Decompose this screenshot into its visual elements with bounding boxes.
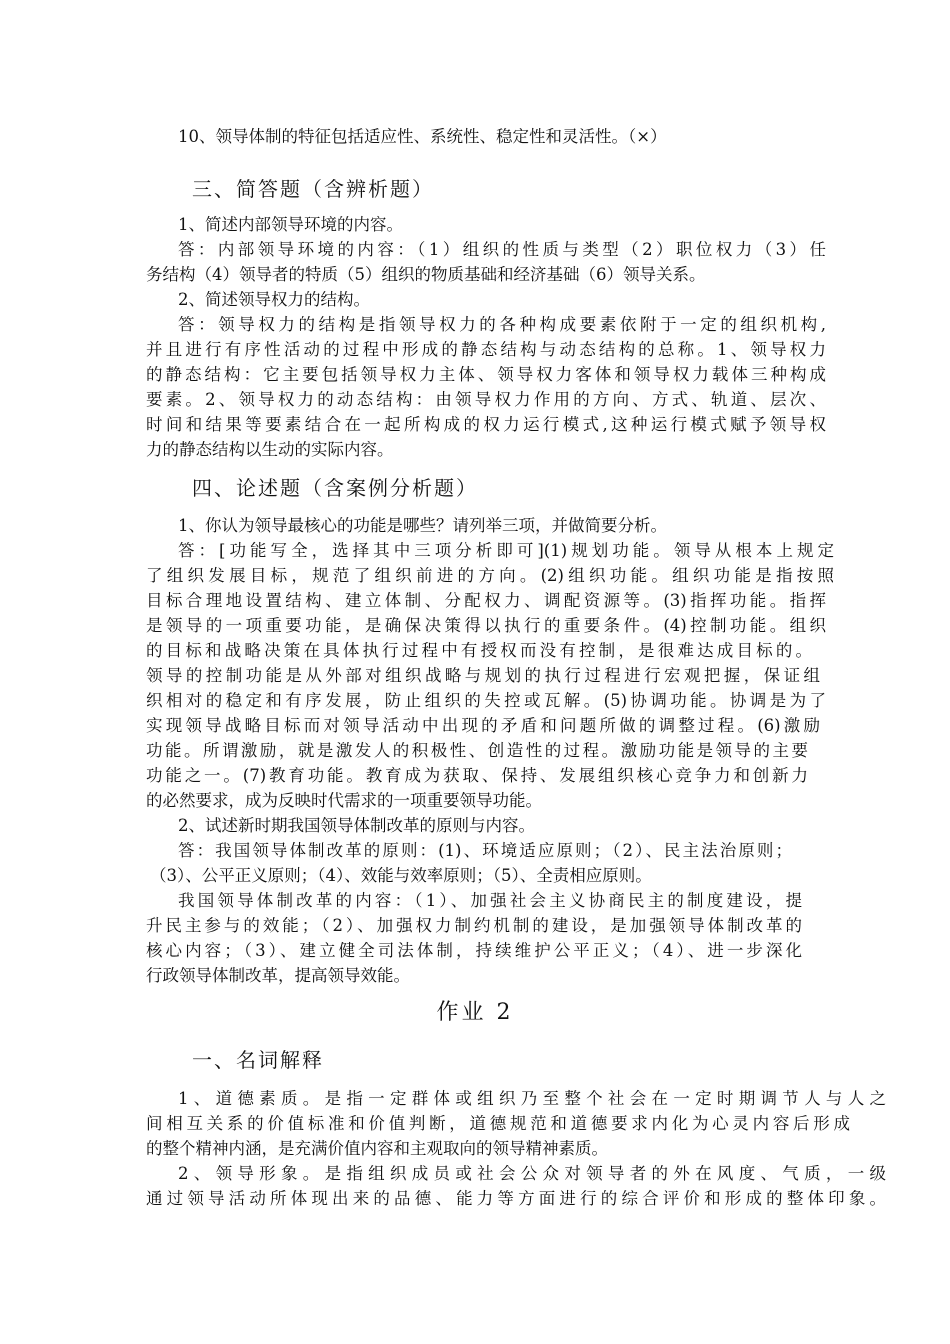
section-heading-essay: 四、论述题（含案例分析题） — [192, 476, 478, 500]
answer-line: 织相对的稳定和有序发展，防止组织的失控或瓦解。(5)协调功能。协调是为了 — [146, 691, 826, 710]
question-line: 1、简述内部领导环境的内容。 — [178, 215, 403, 234]
definition-line: 2、领导形象。是指组织成员或社会公众对领导者的外在风度、气质，一级 — [178, 1164, 886, 1183]
question-line: 2、试述新时期我国领导体制改革的原则与内容。 — [178, 816, 535, 835]
section-heading-terms: 一、名词解释 — [192, 1048, 324, 1072]
answer-line: 目标合理地设置结构、建立体制、分配权力、调配资源等。(3)指挥功能。指挥 — [146, 591, 826, 610]
definition-line: 间相互关系的价值标准和价值判断，道德规范和道德要求内化为心灵内容后形成 — [146, 1114, 850, 1133]
assignment-title: 作业 2 — [436, 1000, 514, 1025]
section-heading-short-answer: 三、简答题（含辨析题） — [192, 177, 434, 201]
answer-line: 答：内部领导环境的内容：（1）组织的性质与类型（2）职位权力（3）任 — [178, 240, 826, 259]
answer-line: 力的静态结构以生动的实际内容。 — [146, 440, 394, 459]
answer-line: 的目标和战略决策在具体执行过程中有授权而没有控制，是很难达成目标的。 — [146, 641, 812, 660]
answer-line: 要素。2、领导权力的动态结构：由领导权力作用的方向、方式、轨道、层次、 — [146, 390, 826, 409]
question-line: 2、简述领导权力的结构。 — [178, 290, 370, 309]
definition-line: 1、道德素质。是指一定群体或组织乃至整个社会在一定时期调节人与人之 — [178, 1089, 886, 1108]
answer-line: 务结构（4）领导者的特质（5）组织的物质基础和经济基础（6）领导关系。 — [146, 265, 706, 284]
answer-line: 并且进行有序性活动的过程中形成的静态结构与动态结构的总称。1、领导权力 — [146, 340, 826, 359]
answer-line: 的静态结构：它主要包括领导权力主体、领导权力客体和领导权力载体三种构成 — [146, 365, 826, 384]
question-line: 1、你认为领导最核心的功能是哪些？请列举三项，并做简要分析。 — [178, 516, 667, 535]
answer-line: 答：领导权力的结构是指领导权力的各种构成要素依附于一定的组织机构, — [178, 315, 826, 334]
answer-line: 功能之一。(7)教育功能。教育成为获取、保持、发展组织核心竞争力和创新力 — [146, 766, 808, 785]
answer-line: 实现领导战略目标而对领导活动中出现的矛盾和问题所做的调整过程。(6)激励 — [146, 716, 820, 735]
answer-line: 答：我国领导体制改革的原则：(1)、环境适应原则；（2）、民主法治原则； — [178, 841, 792, 860]
answer-line: 的必然要求，成为反映时代需求的一项重要领导功能。 — [146, 791, 542, 810]
answer-line-10: 10、领导体制的特征包括适应性、系统性、稳定性和灵活性。（×） — [178, 127, 667, 146]
answer-line: 核心内容；（3）、建立健全司法体制，持续维护公平正义；（4）、进一步深化 — [146, 941, 802, 960]
answer-line: 答：[功能写全，选择其中三项分析即可](1)规划功能。领导从根本上规定 — [178, 541, 834, 560]
answer-line: 领导的控制功能是从外部对组织战略与规划的执行过程进行宏观把握，保证组 — [146, 666, 820, 685]
answer-line: 时间和结果等要素结合在一起所构成的权力运行模式,这种运行模式赋予领导权 — [146, 415, 826, 434]
answer-line: （3）、公平正义原则；（4）、效能与效率原则；（5）、全责相应原则。 — [150, 866, 652, 885]
answer-line: 升民主参与的效能；（2）、加强权力制约机制的建设，是加强领导体制改革的 — [146, 916, 802, 935]
answer-line: 我国领导体制改革的内容：（1）、加强社会主义协商民主的制度建设，提 — [178, 891, 802, 910]
definition-line: 通过领导活动所体现出来的品德、能力等方面进行的综合评价和形成的整体印象。 — [146, 1189, 886, 1208]
answer-line: 行政领导体制改革，提高领导效能。 — [146, 966, 410, 985]
answer-line: 是领导的一项重要功能，是确保决策得以执行的重要条件。(4)控制功能。组织 — [146, 616, 826, 635]
answer-line: 功能。所谓激励，就是激发人的积极性、创造性的过程。激励功能是领导的主要 — [146, 741, 808, 760]
answer-line: 了组织发展目标，规范了组织前进的方向。(2)组织功能。组织功能是指按照 — [146, 566, 834, 585]
definition-line: 的整个精神内涵，是充满价值内容和主观取向的领导精神素质。 — [146, 1139, 608, 1158]
